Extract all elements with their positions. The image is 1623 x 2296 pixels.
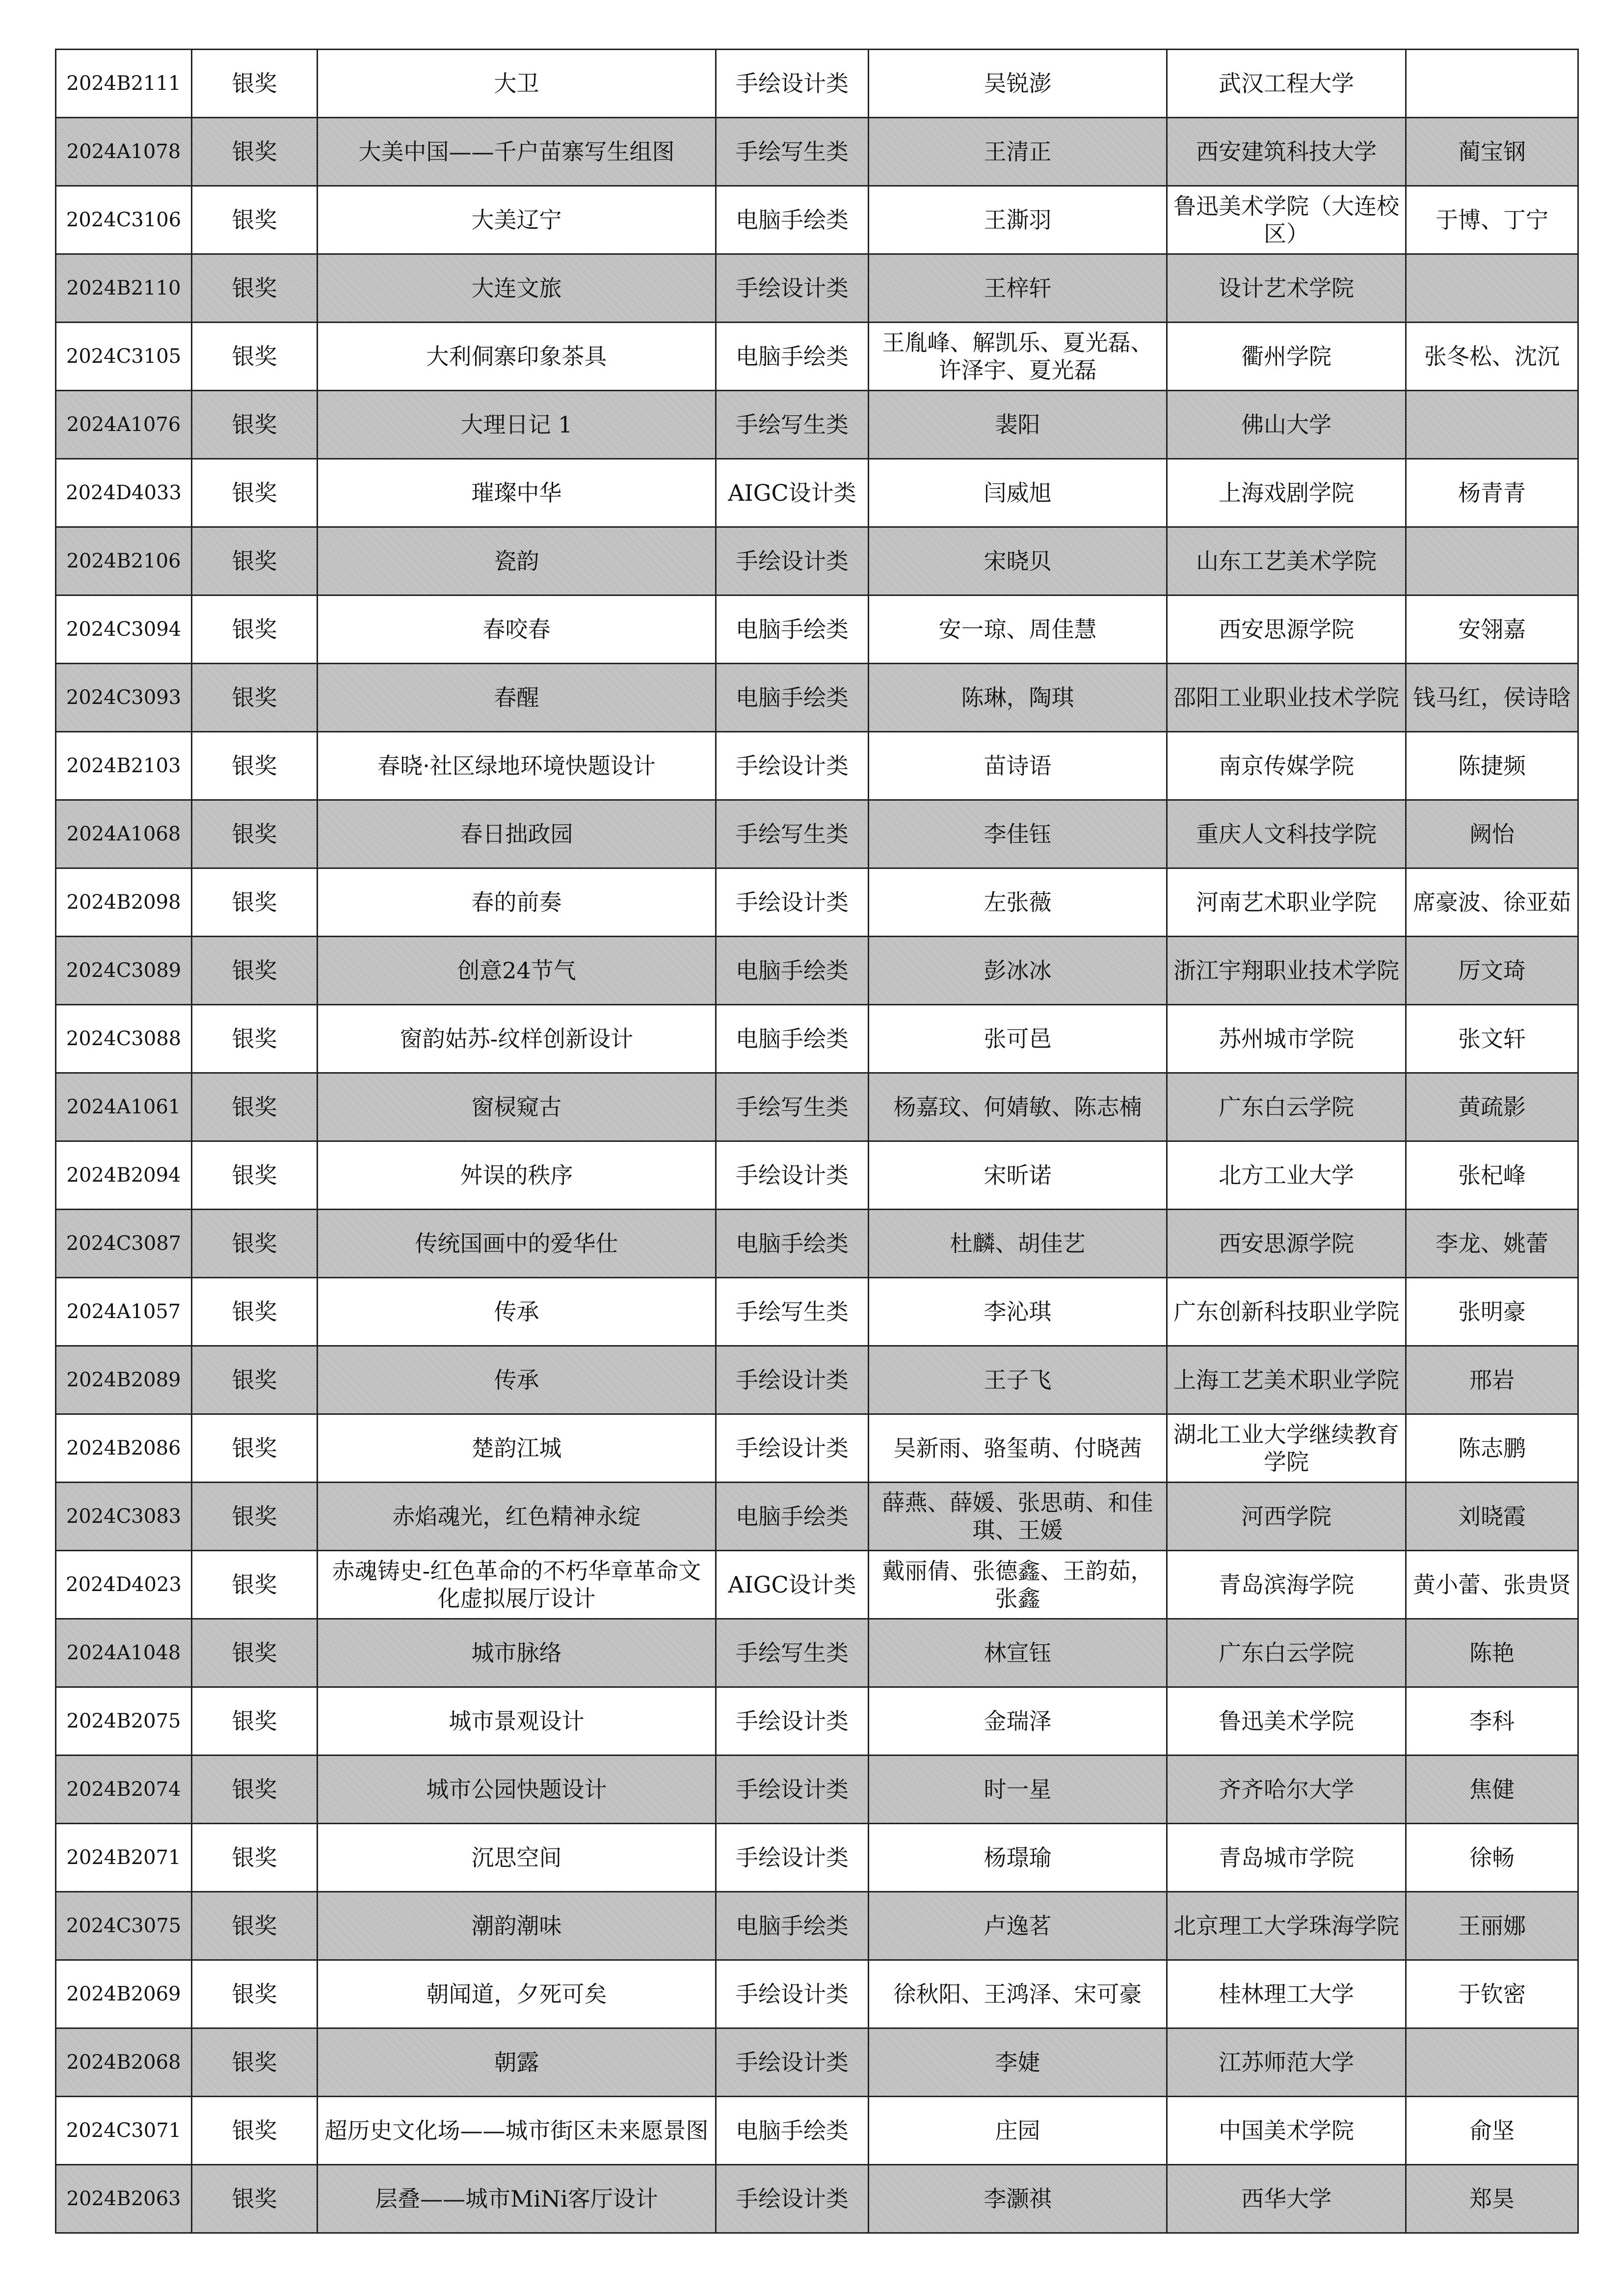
entry-code-cell: 2024A1078 bbox=[56, 118, 192, 186]
entry-code-cell: 2024B2068 bbox=[56, 2028, 192, 2097]
authors-cell: 裴阳 bbox=[869, 391, 1167, 459]
category-cell: 电脑手绘类 bbox=[716, 323, 869, 391]
category-cell: 手绘设计类 bbox=[716, 2165, 869, 2233]
work-title-cell: 超历史文化场——城市街区未来愿景图 bbox=[318, 2097, 716, 2165]
school-cell: 西华大学 bbox=[1167, 2165, 1406, 2233]
advisor-cell: 陈捷频 bbox=[1406, 732, 1578, 800]
award-cell: 银奖 bbox=[192, 1414, 318, 1483]
entry-code-cell: 2024A1076 bbox=[56, 391, 192, 459]
entry-code-cell: 2024B2106 bbox=[56, 527, 192, 595]
award-cell: 银奖 bbox=[192, 1756, 318, 1824]
entry-code-cell: 2024C3071 bbox=[56, 2097, 192, 2165]
table-row bbox=[56, 2165, 1578, 2233]
table-row bbox=[56, 391, 1578, 459]
advisor-cell: 席豪波、徐亚茹 bbox=[1406, 868, 1578, 937]
category-cell: 手绘写生类 bbox=[716, 118, 869, 186]
advisor-cell: 李科 bbox=[1406, 1687, 1578, 1756]
school-cell: 河西学院 bbox=[1167, 1483, 1406, 1551]
category-cell: 手绘设计类 bbox=[716, 732, 869, 800]
school-cell: 西安思源学院 bbox=[1167, 1210, 1406, 1278]
advisor-cell: 钱马红，侯诗晗 bbox=[1406, 664, 1578, 732]
advisor-cell: 王丽娜 bbox=[1406, 1892, 1578, 1960]
award-cell: 银奖 bbox=[192, 868, 318, 937]
authors-cell: 杜麟、胡佳艺 bbox=[869, 1210, 1167, 1278]
entry-code-cell: 2024C3087 bbox=[56, 1210, 192, 1278]
category-cell: 电脑手绘类 bbox=[716, 1210, 869, 1278]
table-body bbox=[56, 50, 1578, 2233]
table-row bbox=[56, 186, 1578, 254]
work-title-cell: 春日拙政园 bbox=[318, 800, 716, 868]
award-cell: 银奖 bbox=[192, 1346, 318, 1414]
advisor-cell bbox=[1406, 254, 1578, 323]
table-row bbox=[56, 1687, 1578, 1756]
authors-cell: 卢逸茗 bbox=[869, 1892, 1167, 1960]
entry-code-cell: 2024C3088 bbox=[56, 1005, 192, 1073]
authors-cell: 左张薇 bbox=[869, 868, 1167, 937]
work-title-cell: 赤魂铸史-红色革命的不朽华章革命文化虚拟展厅设计 bbox=[318, 1551, 716, 1619]
award-cell: 银奖 bbox=[192, 2097, 318, 2165]
authors-cell: 金瑞泽 bbox=[869, 1687, 1167, 1756]
table-row bbox=[56, 664, 1578, 732]
advisor-cell: 郑昊 bbox=[1406, 2165, 1578, 2233]
school-cell: 北京理工大学珠海学院 bbox=[1167, 1892, 1406, 1960]
work-title-cell: 层叠——城市MiNi客厅设计 bbox=[318, 2165, 716, 2233]
school-cell: 鲁迅美术学院 bbox=[1167, 1687, 1406, 1756]
table-row bbox=[56, 2097, 1578, 2165]
category-cell: 手绘写生类 bbox=[716, 800, 869, 868]
school-cell: 设计艺术学院 bbox=[1167, 254, 1406, 323]
entry-code-cell: 2024B2098 bbox=[56, 868, 192, 937]
work-title-cell: 大美辽宁 bbox=[318, 186, 716, 254]
table-row bbox=[56, 1210, 1578, 1278]
category-cell: 手绘写生类 bbox=[716, 391, 869, 459]
entry-code-cell: 2024B2086 bbox=[56, 1414, 192, 1483]
advisor-cell: 黄疏影 bbox=[1406, 1073, 1578, 1141]
category-cell: 电脑手绘类 bbox=[716, 1483, 869, 1551]
school-cell: 佛山大学 bbox=[1167, 391, 1406, 459]
category-cell: AIGC设计类 bbox=[716, 1551, 869, 1619]
work-title-cell: 城市脉络 bbox=[318, 1619, 716, 1687]
school-cell: 苏州城市学院 bbox=[1167, 1005, 1406, 1073]
table-row bbox=[56, 1756, 1578, 1824]
work-title-cell: 楚韵江城 bbox=[318, 1414, 716, 1483]
category-cell: 电脑手绘类 bbox=[716, 186, 869, 254]
entry-code-cell: 2024B2094 bbox=[56, 1141, 192, 1210]
advisor-cell: 杨青青 bbox=[1406, 459, 1578, 527]
entry-code-cell: 2024A1057 bbox=[56, 1278, 192, 1346]
category-cell: 手绘设计类 bbox=[716, 868, 869, 937]
authors-cell: 庄园 bbox=[869, 2097, 1167, 2165]
entry-code-cell: 2024B2063 bbox=[56, 2165, 192, 2233]
award-cell: 银奖 bbox=[192, 664, 318, 732]
category-cell: 手绘设计类 bbox=[716, 527, 869, 595]
work-title-cell: 窗韵姑苏-纹样创新设计 bbox=[318, 1005, 716, 1073]
advisor-cell bbox=[1406, 2028, 1578, 2097]
award-results-table bbox=[55, 49, 1579, 2234]
award-cell: 银奖 bbox=[192, 1005, 318, 1073]
authors-cell: 薛燕、薛媛、张思萌、和佳琪、王媛 bbox=[869, 1483, 1167, 1551]
category-cell: 电脑手绘类 bbox=[716, 1005, 869, 1073]
advisor-cell: 陈艳 bbox=[1406, 1619, 1578, 1687]
table-row bbox=[56, 937, 1578, 1005]
entry-code-cell: 2024B2069 bbox=[56, 1960, 192, 2028]
authors-cell: 林宣钰 bbox=[869, 1619, 1167, 1687]
work-title-cell: 潮韵潮味 bbox=[318, 1892, 716, 1960]
entry-code-cell: 2024D4023 bbox=[56, 1551, 192, 1619]
award-cell: 银奖 bbox=[192, 323, 318, 391]
school-cell: 上海工艺美术职业学院 bbox=[1167, 1346, 1406, 1414]
award-cell: 银奖 bbox=[192, 1824, 318, 1892]
school-cell: 浙江宇翔职业技术学院 bbox=[1167, 937, 1406, 1005]
authors-cell: 王子飞 bbox=[869, 1346, 1167, 1414]
advisor-cell: 阙怡 bbox=[1406, 800, 1578, 868]
table-row bbox=[56, 1619, 1578, 1687]
table-row bbox=[56, 50, 1578, 118]
table-row bbox=[56, 1892, 1578, 1960]
work-title-cell: 大连文旅 bbox=[318, 254, 716, 323]
entry-code-cell: 2024B2071 bbox=[56, 1824, 192, 1892]
table-row bbox=[56, 1483, 1578, 1551]
category-cell: 手绘写生类 bbox=[716, 1278, 869, 1346]
school-cell: 江苏师范大学 bbox=[1167, 2028, 1406, 2097]
work-title-cell: 朝闻道，夕死可矣 bbox=[318, 1960, 716, 2028]
table-row bbox=[56, 595, 1578, 664]
category-cell: 手绘设计类 bbox=[716, 1141, 869, 1210]
category-cell: 电脑手绘类 bbox=[716, 664, 869, 732]
authors-cell: 闫威旭 bbox=[869, 459, 1167, 527]
entry-code-cell: 2024B2089 bbox=[56, 1346, 192, 1414]
table-row bbox=[56, 1551, 1578, 1619]
school-cell: 齐齐哈尔大学 bbox=[1167, 1756, 1406, 1824]
advisor-cell: 安翎嘉 bbox=[1406, 595, 1578, 664]
award-cell: 银奖 bbox=[192, 1483, 318, 1551]
award-cell: 银奖 bbox=[192, 50, 318, 118]
award-cell: 银奖 bbox=[192, 1073, 318, 1141]
authors-cell: 王清正 bbox=[869, 118, 1167, 186]
category-cell: 手绘设计类 bbox=[716, 1756, 869, 1824]
advisor-cell: 于钦密 bbox=[1406, 1960, 1578, 2028]
category-cell: 手绘设计类 bbox=[716, 1414, 869, 1483]
authors-cell: 李沁琪 bbox=[869, 1278, 1167, 1346]
entry-code-cell: 2024C3106 bbox=[56, 186, 192, 254]
advisor-cell bbox=[1406, 50, 1578, 118]
authors-cell: 宋晓贝 bbox=[869, 527, 1167, 595]
work-title-cell: 朝露 bbox=[318, 2028, 716, 2097]
table-row bbox=[56, 2028, 1578, 2097]
authors-cell: 戴丽倩、张德鑫、王韵茹，张鑫 bbox=[869, 1551, 1167, 1619]
award-cell: 银奖 bbox=[192, 118, 318, 186]
award-cell: 银奖 bbox=[192, 1210, 318, 1278]
category-cell: 手绘设计类 bbox=[716, 2028, 869, 2097]
advisor-cell: 厉文琦 bbox=[1406, 937, 1578, 1005]
table-row bbox=[56, 1141, 1578, 1210]
entry-code-cell: 2024B2110 bbox=[56, 254, 192, 323]
award-cell: 银奖 bbox=[192, 937, 318, 1005]
work-title-cell: 大美中国——千户苗寨写生组图 bbox=[318, 118, 716, 186]
table-row bbox=[56, 732, 1578, 800]
entry-code-cell: 2024B2075 bbox=[56, 1687, 192, 1756]
authors-cell: 宋昕诺 bbox=[869, 1141, 1167, 1210]
authors-cell: 杨璟瑜 bbox=[869, 1824, 1167, 1892]
entry-code-cell: 2024C3094 bbox=[56, 595, 192, 664]
work-title-cell: 窗棂窥古 bbox=[318, 1073, 716, 1141]
advisor-cell: 张冬松、沈沉 bbox=[1406, 323, 1578, 391]
work-title-cell: 春的前奏 bbox=[318, 868, 716, 937]
advisor-cell: 张明豪 bbox=[1406, 1278, 1578, 1346]
advisor-cell: 焦健 bbox=[1406, 1756, 1578, 1824]
entry-code-cell: 2024A1048 bbox=[56, 1619, 192, 1687]
table-row bbox=[56, 800, 1578, 868]
category-cell: 手绘设计类 bbox=[716, 1687, 869, 1756]
school-cell: 重庆人文科技学院 bbox=[1167, 800, 1406, 868]
school-cell: 桂林理工大学 bbox=[1167, 1960, 1406, 2028]
category-cell: 手绘设计类 bbox=[716, 1346, 869, 1414]
table-row bbox=[56, 254, 1578, 323]
school-cell: 湖北工业大学继续教育学院 bbox=[1167, 1414, 1406, 1483]
advisor-cell bbox=[1406, 391, 1578, 459]
table-row bbox=[56, 868, 1578, 937]
authors-cell: 李灏祺 bbox=[869, 2165, 1167, 2233]
award-cell: 银奖 bbox=[192, 1619, 318, 1687]
table-row bbox=[56, 1346, 1578, 1414]
school-cell: 青岛滨海学院 bbox=[1167, 1551, 1406, 1619]
school-cell: 北方工业大学 bbox=[1167, 1141, 1406, 1210]
school-cell: 鲁迅美术学院（大连校区） bbox=[1167, 186, 1406, 254]
advisor-cell: 张杞峰 bbox=[1406, 1141, 1578, 1210]
award-cell: 银奖 bbox=[192, 2028, 318, 2097]
school-cell: 中国美术学院 bbox=[1167, 2097, 1406, 2165]
award-cell: 银奖 bbox=[192, 1141, 318, 1210]
entry-code-cell: 2024B2074 bbox=[56, 1756, 192, 1824]
authors-cell: 杨嘉玟、何婧敏、陈志楠 bbox=[869, 1073, 1167, 1141]
work-title-cell: 传承 bbox=[318, 1346, 716, 1414]
authors-cell: 苗诗语 bbox=[869, 732, 1167, 800]
work-title-cell: 春醒 bbox=[318, 664, 716, 732]
authors-cell: 时一星 bbox=[869, 1756, 1167, 1824]
award-cell: 银奖 bbox=[192, 186, 318, 254]
school-cell: 山东工艺美术学院 bbox=[1167, 527, 1406, 595]
award-cell: 银奖 bbox=[192, 732, 318, 800]
work-title-cell: 瓷韵 bbox=[318, 527, 716, 595]
authors-cell: 王澌羽 bbox=[869, 186, 1167, 254]
category-cell: 手绘设计类 bbox=[716, 1824, 869, 1892]
award-cell: 银奖 bbox=[192, 1687, 318, 1756]
work-title-cell: 春咬春 bbox=[318, 595, 716, 664]
award-cell: 银奖 bbox=[192, 527, 318, 595]
work-title-cell: 大理日记 1 bbox=[318, 391, 716, 459]
work-title-cell: 大卫 bbox=[318, 50, 716, 118]
category-cell: 电脑手绘类 bbox=[716, 595, 869, 664]
advisor-cell: 张文轩 bbox=[1406, 1005, 1578, 1073]
advisor-cell: 徐畅 bbox=[1406, 1824, 1578, 1892]
award-cell: 银奖 bbox=[192, 1892, 318, 1960]
authors-cell: 彭冰冰 bbox=[869, 937, 1167, 1005]
authors-cell: 王梓轩 bbox=[869, 254, 1167, 323]
advisor-cell bbox=[1406, 527, 1578, 595]
work-title-cell: 春晓·社区绿地环境快题设计 bbox=[318, 732, 716, 800]
work-title-cell: 沉思空间 bbox=[318, 1824, 716, 1892]
award-cell: 银奖 bbox=[192, 595, 318, 664]
table-row bbox=[56, 1278, 1578, 1346]
advisor-cell: 陈志鹏 bbox=[1406, 1414, 1578, 1483]
entry-code-cell: 2024C3075 bbox=[56, 1892, 192, 1960]
school-cell: 南京传媒学院 bbox=[1167, 732, 1406, 800]
award-cell: 银奖 bbox=[192, 459, 318, 527]
entry-code-cell: 2024C3105 bbox=[56, 323, 192, 391]
table-row bbox=[56, 459, 1578, 527]
school-cell: 广东创新科技职业学院 bbox=[1167, 1278, 1406, 1346]
authors-cell: 张可邑 bbox=[869, 1005, 1167, 1073]
work-title-cell: 城市景观设计 bbox=[318, 1687, 716, 1756]
school-cell: 河南艺术职业学院 bbox=[1167, 868, 1406, 937]
table-row bbox=[56, 1005, 1578, 1073]
table-row bbox=[56, 527, 1578, 595]
authors-cell: 吴锐澎 bbox=[869, 50, 1167, 118]
table-row bbox=[56, 1073, 1578, 1141]
authors-cell: 李佳钰 bbox=[869, 800, 1167, 868]
category-cell: 手绘设计类 bbox=[716, 50, 869, 118]
school-cell: 广东白云学院 bbox=[1167, 1073, 1406, 1141]
advisor-cell: 刘晓霞 bbox=[1406, 1483, 1578, 1551]
award-cell: 银奖 bbox=[192, 254, 318, 323]
advisor-cell: 俞坚 bbox=[1406, 2097, 1578, 2165]
entry-code-cell: 2024D4033 bbox=[56, 459, 192, 527]
authors-cell: 陈琳，陶琪 bbox=[869, 664, 1167, 732]
authors-cell: 吴新雨、骆玺萌、付晓茜 bbox=[869, 1414, 1167, 1483]
award-cell: 银奖 bbox=[192, 391, 318, 459]
category-cell: 电脑手绘类 bbox=[716, 2097, 869, 2165]
work-title-cell: 赤焰魂光，红色精神永绽 bbox=[318, 1483, 716, 1551]
award-cell: 银奖 bbox=[192, 1278, 318, 1346]
school-cell: 武汉工程大学 bbox=[1167, 50, 1406, 118]
category-cell: 手绘设计类 bbox=[716, 1960, 869, 2028]
authors-cell: 李婕 bbox=[869, 2028, 1167, 2097]
school-cell: 衢州学院 bbox=[1167, 323, 1406, 391]
table-row bbox=[56, 118, 1578, 186]
school-cell: 邵阳工业职业技术学院 bbox=[1167, 664, 1406, 732]
advisor-cell: 于博、丁宁 bbox=[1406, 186, 1578, 254]
work-title-cell: 舛误的秩序 bbox=[318, 1141, 716, 1210]
category-cell: 手绘写生类 bbox=[716, 1073, 869, 1141]
advisor-cell: 蔺宝钢 bbox=[1406, 118, 1578, 186]
advisor-cell: 邢岩 bbox=[1406, 1346, 1578, 1414]
table-row bbox=[56, 323, 1578, 391]
school-cell: 上海戏剧学院 bbox=[1167, 459, 1406, 527]
school-cell: 广东白云学院 bbox=[1167, 1619, 1406, 1687]
work-title-cell: 璀璨中华 bbox=[318, 459, 716, 527]
entry-code-cell: 2024A1061 bbox=[56, 1073, 192, 1141]
work-title-cell: 大利侗寨印象茶具 bbox=[318, 323, 716, 391]
work-title-cell: 城市公园快题设计 bbox=[318, 1756, 716, 1824]
entry-code-cell: 2024C3083 bbox=[56, 1483, 192, 1551]
entry-code-cell: 2024C3089 bbox=[56, 937, 192, 1005]
entry-code-cell: 2024C3093 bbox=[56, 664, 192, 732]
entry-code-cell: 2024B2111 bbox=[56, 50, 192, 118]
award-cell: 银奖 bbox=[192, 800, 318, 868]
work-title-cell: 传承 bbox=[318, 1278, 716, 1346]
award-cell: 银奖 bbox=[192, 2165, 318, 2233]
category-cell: 手绘设计类 bbox=[716, 254, 869, 323]
advisor-cell: 黄小蕾、张贵贤 bbox=[1406, 1551, 1578, 1619]
school-cell: 西安建筑科技大学 bbox=[1167, 118, 1406, 186]
entry-code-cell: 2024B2103 bbox=[56, 732, 192, 800]
table-row bbox=[56, 1960, 1578, 2028]
table-row bbox=[56, 1414, 1578, 1483]
table-row bbox=[56, 1824, 1578, 1892]
category-cell: AIGC设计类 bbox=[716, 459, 869, 527]
category-cell: 电脑手绘类 bbox=[716, 1892, 869, 1960]
authors-cell: 徐秋阳、王鸿泽、宋可豪 bbox=[869, 1960, 1167, 2028]
school-cell: 西安思源学院 bbox=[1167, 595, 1406, 664]
award-cell: 银奖 bbox=[192, 1960, 318, 2028]
work-title-cell: 传统国画中的爱华仕 bbox=[318, 1210, 716, 1278]
award-cell: 银奖 bbox=[192, 1551, 318, 1619]
school-cell: 青岛城市学院 bbox=[1167, 1824, 1406, 1892]
authors-cell: 安一琼、周佳慧 bbox=[869, 595, 1167, 664]
advisor-cell: 李龙、姚蕾 bbox=[1406, 1210, 1578, 1278]
work-title-cell: 创意24节气 bbox=[318, 937, 716, 1005]
entry-code-cell: 2024A1068 bbox=[56, 800, 192, 868]
authors-cell: 王胤峰、解凯乐、夏光磊、许泽宇、夏光磊 bbox=[869, 323, 1167, 391]
category-cell: 手绘写生类 bbox=[716, 1619, 869, 1687]
category-cell: 电脑手绘类 bbox=[716, 937, 869, 1005]
